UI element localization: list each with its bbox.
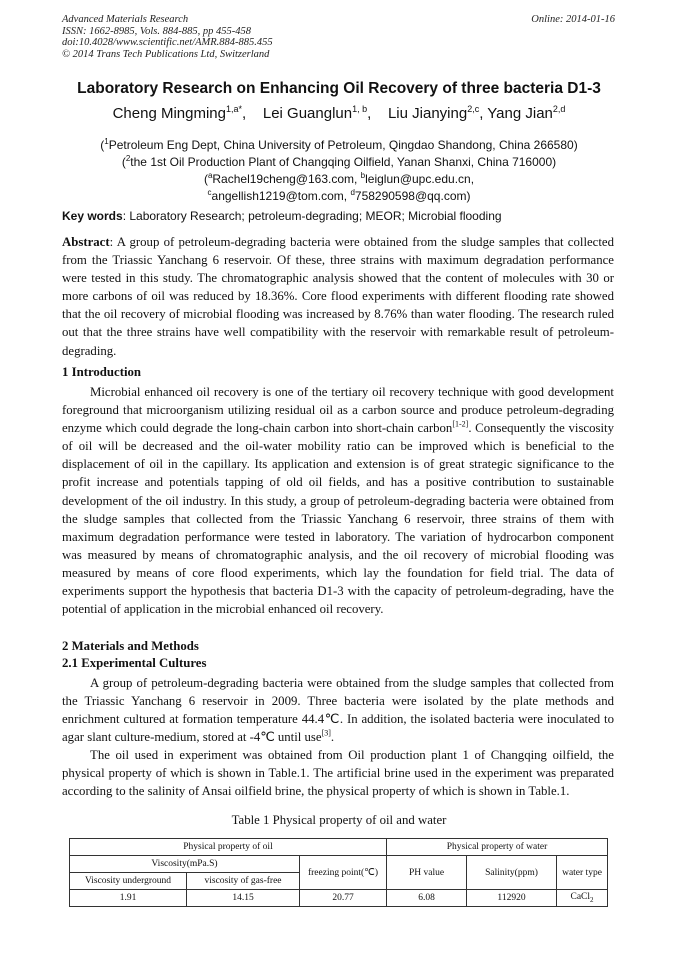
table-caption: Table 1 Physical property of oil and water	[231, 813, 447, 827]
journal-header	[62, 14, 273, 60]
author-name: Cheng Mingming	[112, 105, 226, 122]
affil-text: Petroleum Eng Dept, China University of Petroleum, Qingdao Shandong, China 266580)	[108, 138, 578, 152]
table-header-viscosity	[70, 856, 300, 873]
intro-text: . Consequently the viscosity of oil will be decreased and the oil-water mobility ratio can be improved which is beneficial to the displacement of oil in the capillary. Its application and extension is of great strategic significance to the profit increase and potentials tapping of old oil fields, and has a positive contribution to sustainable development of the oil industry. In this study, a group of petroleum-degrading bacteria were obtained from the sludge samples that collected from the Triassic Yanchang 6 reservoir, three strains of them with maximum degradation performance were tested in laboratory. The variation of hydrocarbon component was measured by means of chromatographic analysis, and the oil recovery of microbial flooding was measured by means of core flood experiments, which lay the foundation for field trial. The data of experiments support the hypothesis that bacteria D1-3 with the capacity of petroleum-degrading, have the potential of application in the microbial enhanced oil recovery.	[62, 421, 614, 617]
paren: (	[100, 138, 105, 152]
table-header-freezing: freezing point(℃)	[300, 856, 387, 890]
abstract-label: Abstract	[62, 235, 110, 249]
section-heading-materials: 2 Materials and Methods	[62, 639, 199, 653]
table-row	[70, 890, 608, 907]
property-table	[69, 838, 608, 907]
abstract-text: : A group of petroleum-degrading bacteria were obtained from the sludge samples that collected from the Triassic Yanchang 6 reservoir. Of these, three strains with maximum degradation performance were tested in this study. The chromatographic analysis showed that the content of molecules with 30 or more carbons of oil was reduced by 18.36%. Core flood experiments with different flooding rate showed that the oil recovery of microbial flooding was increased by 8.76% than water flooding. The research ruled out that the three strains have well compatibility with the reservoir with remarkable result of petroleum-degrading.	[62, 235, 614, 358]
table-header-visc-underground: Viscosity underground	[70, 873, 187, 890]
table-cell	[557, 890, 608, 907]
author-sep: ,	[367, 105, 388, 122]
table-cell: 14.15	[187, 890, 300, 907]
viscosity-label: Viscosity(mPa.S)	[151, 859, 218, 869]
journal-name: Advanced Materials Research	[62, 14, 189, 25]
water-type-value: CaCl	[570, 892, 591, 903]
author-name: Yang Jian	[487, 105, 553, 122]
email-d: 758290598@qq.com)	[354, 189, 471, 203]
intro-text: Microbial enhanced oil recovery is one of the tertiary oil recovery technique with good development foreground that microorganism utilizing residual oil as a carbon source and produce petroleum-degrading enzyme which could degrade the long-chain carbon into short-chain carbon	[62, 385, 614, 436]
table-header-oil: Physical property of oil	[70, 839, 387, 856]
email-sup: a	[207, 171, 213, 180]
journal-doi: doi:10.4028/www.scientific.net/AMR.884-885.455	[62, 37, 273, 48]
author-sup: 2,d	[552, 104, 566, 114]
introduction-paragraph	[62, 383, 614, 618]
abstract	[62, 233, 614, 360]
table-cell: 112920	[467, 890, 557, 907]
cultures-text: A group of petroleum-degrading bacteria were obtained from the sludge samples that collected from the Triassic Yanchang 6 reservoir in 2009. Three bacteria were isolated by the plate methods and enrichment cultured at formation temperature 44.4℃. In addition, the isolated bacteria were inoculated to agar slant culture-medium, stored at -4℃ until use	[62, 676, 614, 745]
table-header-salinity: Salinity(ppm)	[467, 856, 557, 890]
author-sup: 1,a*	[226, 104, 243, 114]
table-row	[70, 856, 608, 873]
cultures-text: .	[330, 730, 335, 745]
section-heading-introduction: 1 Introduction	[62, 365, 142, 379]
section-heading-cultures: 2.1 Experimental Cultures	[62, 656, 207, 670]
email-sup: c	[207, 188, 212, 197]
journal-copyright: © 2014 Trans Tech Publications Ltd, Switzerland	[62, 48, 270, 60]
author-list	[0, 104, 678, 122]
keywords	[62, 209, 502, 223]
keywords-text: : Laboratory Research; petroleum-degrading; MEOR; Microbial flooding	[122, 209, 502, 223]
email-sup: d	[350, 188, 355, 197]
affil-sup: 1	[104, 137, 109, 146]
cultures-paragraph-2: The oil used in experiment was obtained from Oil production plant 1 of Changqing oilfield, the physical property of which is shown in Table.1. The artificial brine used in the experiment was preparated according to the salinity of Ansai oilfield brine, the physical property of which is shown in Table.1.	[62, 748, 614, 799]
table-header-water: Physical property of water	[387, 839, 608, 856]
table-cell: 6.08	[387, 890, 467, 907]
table-row	[70, 839, 608, 856]
table-header-water-type: water type	[557, 856, 608, 890]
author-sep: ,	[242, 105, 263, 122]
email-b: leiglun@upc.edu.cn,	[365, 172, 475, 186]
table-cell: 1.91	[70, 890, 187, 907]
paper-title: Laboratory Research on Enhancing Oil Recovery of three bacteria D1-3	[77, 80, 601, 97]
table-header-ph: PH value	[387, 856, 467, 890]
keywords-label: Key words	[62, 209, 123, 223]
email-c: angellish1219@tom.com,	[211, 189, 351, 203]
water-type-subscript: 2	[590, 895, 594, 904]
cultures-paragraph-1	[62, 674, 614, 746]
table-header-visc-gasfree: viscosity of gas-free	[187, 873, 300, 890]
citation-ref: [1-2]	[452, 419, 469, 429]
paren: (	[203, 172, 208, 186]
affil-text: the 1st Oil Production Plant of Changqing Oilfield, Yanan Shanxi, China 716000)	[130, 155, 557, 169]
email-a: Rachel19cheng@163.com,	[212, 172, 361, 186]
online-date: Online: 2014-01-16	[531, 14, 615, 25]
citation-ref: [3]	[321, 729, 331, 739]
table-cell: 20.77	[300, 890, 387, 907]
author-sup: 1, b	[352, 104, 368, 114]
email-sup: b	[360, 171, 366, 180]
author-sep: ,	[479, 105, 488, 122]
email-line-2	[0, 184, 678, 205]
author-name: Liu Jianying	[387, 105, 468, 122]
journal-issn: ISSN: 1662-8985, Vols. 884-885, pp 455-458	[62, 25, 251, 37]
paren: (	[121, 155, 126, 169]
author-name: Lei Guanglun	[262, 105, 353, 122]
affil-sup: 2	[125, 154, 131, 163]
author-sup: 2,c	[467, 104, 480, 114]
